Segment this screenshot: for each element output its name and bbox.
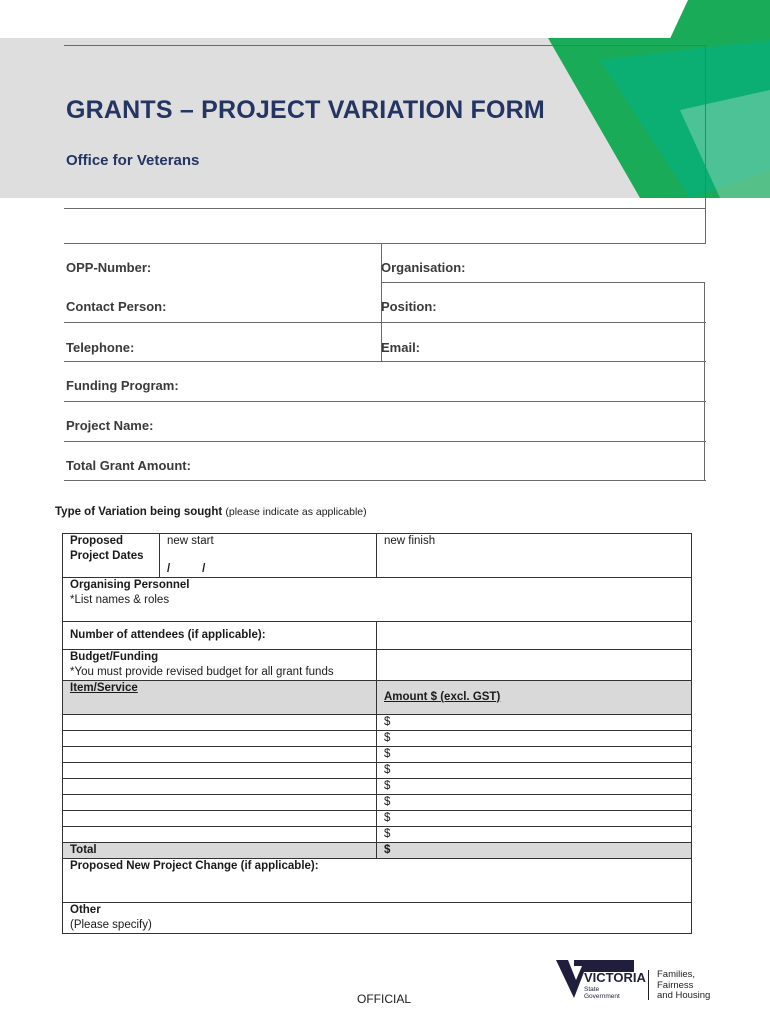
new-start-label: new start xyxy=(167,535,214,547)
amount-cell[interactable]: $ xyxy=(377,811,692,827)
amount-header-label: Amount $ (excl. GST) xyxy=(384,691,501,703)
item-cell[interactable] xyxy=(63,763,377,779)
item-cell[interactable] xyxy=(63,827,377,843)
variation-heading-note: (please indicate as applicable) xyxy=(225,506,367,518)
budget-line-row xyxy=(63,747,692,763)
amount-cell[interactable]: $ xyxy=(377,731,692,747)
budget-line-row xyxy=(63,827,692,843)
victoria-government-logo xyxy=(554,958,646,1002)
contact-person-label: Contact Person: xyxy=(66,299,167,314)
form-title: GRANTS – PROJECT VARIATION FORM xyxy=(66,96,545,124)
funding-program-label: Funding Program: xyxy=(66,378,179,393)
details-rule-7 xyxy=(64,441,706,442)
budget-line-row xyxy=(63,715,692,731)
budget-label: Budget/Funding xyxy=(70,651,159,663)
position-label: Position: xyxy=(381,299,437,314)
amount-cell[interactable]: $ xyxy=(377,779,692,795)
item-service-header xyxy=(63,681,377,715)
item-cell[interactable] xyxy=(63,811,377,827)
item-service-header-label: Item/Service xyxy=(70,682,138,694)
variation-table xyxy=(62,533,692,934)
department-name xyxy=(657,970,710,1002)
total-value[interactable]: $ xyxy=(377,843,692,859)
department-line-3: and Housing xyxy=(657,990,711,1001)
header-top-rule xyxy=(64,45,706,46)
amount-cell[interactable]: $ xyxy=(377,827,692,843)
item-cell[interactable] xyxy=(63,731,377,747)
attendees-row xyxy=(63,622,692,650)
svg-text:State: State xyxy=(584,986,600,993)
amount-cell[interactable]: $ xyxy=(377,747,692,763)
other-row xyxy=(63,903,692,934)
new-start-date-slashes: / / xyxy=(167,563,206,575)
item-cell[interactable] xyxy=(63,795,377,811)
organising-personnel-row xyxy=(63,578,692,622)
item-cell[interactable] xyxy=(63,715,377,731)
budget-line-row xyxy=(63,763,692,779)
details-rule-6 xyxy=(64,401,706,402)
organising-personnel-cell[interactable] xyxy=(63,578,692,622)
department-line-1: Families, xyxy=(657,969,696,980)
variation-heading-text: Type of Variation being sought xyxy=(55,506,223,518)
total-grant-amount-label: Total Grant Amount: xyxy=(66,458,191,473)
logo-separator xyxy=(648,970,649,1000)
budget-header-row xyxy=(63,681,692,715)
total-row xyxy=(63,843,692,859)
proposed-change-cell[interactable] xyxy=(63,859,692,903)
svg-text:Government: Government xyxy=(584,993,620,1000)
organising-personnel-note: *List names & roles xyxy=(70,594,170,606)
budget-line-row xyxy=(63,731,692,747)
department-line-2: Fairness xyxy=(657,979,694,991)
amount-cell[interactable]: $ xyxy=(377,763,692,779)
email-label: Email: xyxy=(381,340,421,355)
telephone-label: Telephone: xyxy=(66,340,135,355)
details-rule-3 xyxy=(381,282,705,283)
proposed-dates-label xyxy=(63,534,160,578)
form-subtitle: Office for Veterans xyxy=(66,152,200,169)
new-start-cell[interactable] xyxy=(160,534,377,578)
item-cell[interactable] xyxy=(63,747,377,763)
budget-value-cell[interactable] xyxy=(377,650,692,681)
total-label: Total xyxy=(63,843,377,859)
proposed-dates-label-line1: Proposed xyxy=(70,535,124,547)
new-finish-cell[interactable] xyxy=(377,534,692,578)
other-note: (Please specify) xyxy=(70,919,152,931)
project-name-label: Project Name: xyxy=(66,418,154,433)
organisation-label: Organisation: xyxy=(381,260,466,275)
details-rule-1 xyxy=(64,208,706,209)
budget-note: *You must provide revised budget for all grant funds xyxy=(70,666,334,678)
organising-personnel-label: Organising Personnel xyxy=(70,579,190,591)
other-label: Other xyxy=(70,904,101,916)
budget-line-row xyxy=(63,811,692,827)
new-finish-label: new finish xyxy=(384,535,436,547)
classification-label: OFFICIAL xyxy=(357,992,412,1006)
attendees-label-cell xyxy=(63,622,377,650)
details-rule-5 xyxy=(64,361,706,362)
amount-cell[interactable]: $ xyxy=(377,795,692,811)
proposed-change-row xyxy=(63,859,692,903)
details-rule-8 xyxy=(64,480,706,481)
attendees-label: Number of attendees (if applicable): xyxy=(70,629,266,641)
proposed-change-label: Proposed New Project Change (if applicable): xyxy=(70,860,319,872)
budget-line-row xyxy=(63,779,692,795)
svg-text:VICTORIA: VICTORIA xyxy=(584,970,646,985)
variation-heading xyxy=(55,506,367,518)
attendees-value-cell[interactable] xyxy=(377,622,692,650)
proposed-dates-label-line2: Project Dates xyxy=(70,550,144,562)
details-rule-2 xyxy=(64,243,706,244)
budget-line-row xyxy=(63,795,692,811)
budget-label-cell xyxy=(63,650,377,681)
proposed-dates-row xyxy=(63,534,692,578)
amount-cell[interactable]: $ xyxy=(377,715,692,731)
amount-header xyxy=(377,681,692,715)
header-right-rule xyxy=(705,45,706,243)
other-cell[interactable] xyxy=(63,903,692,934)
opp-number-label: OPP-Number: xyxy=(66,260,152,275)
details-rule-4 xyxy=(64,322,706,323)
item-cell[interactable] xyxy=(63,779,377,795)
details-right-rule xyxy=(704,282,705,481)
budget-row xyxy=(63,650,692,681)
